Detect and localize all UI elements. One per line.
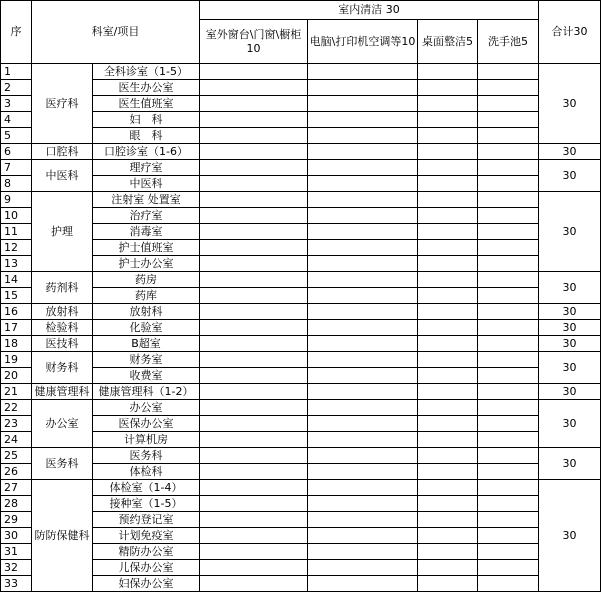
score-cell[interactable]	[308, 336, 418, 352]
score-cell[interactable]	[200, 160, 308, 176]
score-cell[interactable]	[418, 336, 478, 352]
total-cell: 30	[539, 272, 601, 304]
table-row	[1, 352, 601, 368]
row-number: 21	[1, 384, 32, 400]
sub-item: 精防办公室	[93, 544, 200, 560]
row-number: 14	[1, 272, 32, 288]
score-cell[interactable]	[200, 208, 308, 224]
score-cell[interactable]	[308, 448, 418, 464]
sub-item: B超室	[93, 336, 200, 352]
table-row	[1, 144, 601, 160]
score-cell[interactable]	[308, 496, 418, 512]
sub-item: 儿保办公室	[93, 560, 200, 576]
score-cell[interactable]	[308, 96, 418, 112]
score-cell[interactable]	[418, 176, 478, 192]
dept-cell: 护理	[32, 192, 93, 272]
score-cell[interactable]	[308, 400, 418, 416]
row-number: 1	[1, 64, 32, 80]
table-row	[1, 304, 601, 320]
score-cell[interactable]	[308, 352, 418, 368]
score-cell[interactable]	[478, 320, 539, 336]
dept-cell: 中医科	[32, 160, 93, 192]
table-row	[1, 480, 601, 496]
score-cell[interactable]	[478, 128, 539, 144]
row-number: 22	[1, 400, 32, 416]
sub-item: 药库	[93, 288, 200, 304]
row-number: 30	[1, 528, 32, 544]
score-cell[interactable]	[308, 144, 418, 160]
score-cell[interactable]	[308, 128, 418, 144]
score-cell[interactable]	[200, 528, 308, 544]
sub-item: 理疗室	[93, 160, 200, 176]
row-number: 19	[1, 352, 32, 368]
score-cell[interactable]	[418, 80, 478, 96]
total-cell: 30	[539, 320, 601, 336]
total-cell: 30	[539, 160, 601, 192]
score-cell[interactable]	[200, 112, 308, 128]
score-cell[interactable]	[200, 256, 308, 272]
score-cell[interactable]	[418, 304, 478, 320]
score-cell[interactable]	[418, 272, 478, 288]
header-col-computers: 电脑\打印机空调等10	[308, 20, 418, 64]
sub-item: 财务室	[93, 352, 200, 368]
score-cell[interactable]	[478, 384, 539, 400]
sub-item: 放射科	[93, 304, 200, 320]
score-cell[interactable]	[478, 144, 539, 160]
score-cell[interactable]	[478, 576, 539, 592]
score-cell[interactable]	[200, 352, 308, 368]
row-number: 24	[1, 432, 32, 448]
table-row	[1, 192, 601, 208]
score-cell[interactable]	[308, 368, 418, 384]
header-dept-item: 科室/项目	[32, 1, 200, 64]
score-cell[interactable]	[478, 176, 539, 192]
score-cell[interactable]	[478, 160, 539, 176]
row-number: 10	[1, 208, 32, 224]
sub-item: 中医科	[93, 176, 200, 192]
sub-item: 计划免疫室	[93, 528, 200, 544]
sub-item: 消毒室	[93, 224, 200, 240]
score-cell[interactable]	[308, 80, 418, 96]
total-cell: 30	[539, 144, 601, 160]
score-cell[interactable]	[418, 368, 478, 384]
score-cell[interactable]	[418, 64, 478, 80]
total-cell: 30	[539, 64, 601, 144]
score-cell[interactable]	[200, 192, 308, 208]
dept-cell: 健康管理科	[32, 384, 93, 400]
score-cell[interactable]	[308, 576, 418, 592]
score-cell[interactable]	[418, 544, 478, 560]
score-cell[interactable]	[418, 400, 478, 416]
row-number: 17	[1, 320, 32, 336]
score-cell[interactable]	[308, 112, 418, 128]
score-cell[interactable]	[478, 496, 539, 512]
sub-item: 健康管理科（1-2）	[93, 384, 200, 400]
score-cell[interactable]	[308, 544, 418, 560]
header-col-desk: 桌面整洁5	[418, 20, 478, 64]
dept-cell: 检验科	[32, 320, 93, 336]
header-indoor-cleaning: 室内清洁 30	[200, 1, 539, 20]
score-cell[interactable]	[478, 336, 539, 352]
dept-cell: 医疗科	[32, 64, 93, 144]
row-number: 20	[1, 368, 32, 384]
score-cell[interactable]	[478, 240, 539, 256]
score-cell[interactable]	[478, 448, 539, 464]
sub-item: 体检室（1-4）	[93, 480, 200, 496]
score-cell[interactable]	[308, 160, 418, 176]
total-cell: 30	[539, 352, 601, 384]
sub-item: 妇 科	[93, 112, 200, 128]
score-cell[interactable]	[200, 128, 308, 144]
dept-cell: 医技科	[32, 336, 93, 352]
score-cell[interactable]	[200, 432, 308, 448]
score-cell[interactable]	[308, 304, 418, 320]
score-cell[interactable]	[200, 400, 308, 416]
total-cell: 30	[539, 304, 601, 320]
sub-item: 全科诊室（1-5）	[93, 64, 200, 80]
row-number: 25	[1, 448, 32, 464]
score-cell[interactable]	[200, 64, 308, 80]
score-cell[interactable]	[200, 496, 308, 512]
score-cell[interactable]	[200, 144, 308, 160]
score-cell[interactable]	[200, 560, 308, 576]
row-number: 9	[1, 192, 32, 208]
score-cell[interactable]	[308, 64, 418, 80]
score-cell[interactable]	[308, 512, 418, 528]
score-cell[interactable]	[418, 384, 478, 400]
score-cell[interactable]	[418, 240, 478, 256]
score-cell[interactable]	[200, 320, 308, 336]
score-cell[interactable]	[478, 304, 539, 320]
score-cell[interactable]	[308, 224, 418, 240]
score-cell[interactable]	[418, 512, 478, 528]
score-cell[interactable]	[308, 384, 418, 400]
score-cell[interactable]	[200, 272, 308, 288]
score-cell[interactable]	[418, 496, 478, 512]
score-cell[interactable]	[308, 320, 418, 336]
dept-cell: 放射科	[32, 304, 93, 320]
score-cell[interactable]	[200, 448, 308, 464]
total-cell: 30	[539, 384, 601, 400]
score-cell[interactable]	[478, 400, 539, 416]
score-cell[interactable]	[308, 208, 418, 224]
dept-cell: 药剂科	[32, 272, 93, 304]
header-seq: 序	[1, 1, 32, 64]
score-cell[interactable]	[200, 576, 308, 592]
score-cell[interactable]	[478, 368, 539, 384]
row-number: 6	[1, 144, 32, 160]
score-cell[interactable]	[200, 304, 308, 320]
score-cell[interactable]	[478, 464, 539, 480]
score-cell[interactable]	[418, 96, 478, 112]
score-cell[interactable]	[418, 256, 478, 272]
score-cell[interactable]	[200, 80, 308, 96]
score-cell[interactable]	[308, 176, 418, 192]
sub-item: 眼 科	[93, 128, 200, 144]
sub-item: 医保办公室	[93, 416, 200, 432]
table-row	[1, 448, 601, 464]
sub-item: 注射室 处置室	[93, 192, 200, 208]
score-cell[interactable]	[200, 416, 308, 432]
table-row	[1, 160, 601, 176]
score-cell[interactable]	[200, 384, 308, 400]
score-cell[interactable]	[478, 64, 539, 80]
sub-item: 预约登记室	[93, 512, 200, 528]
row-number: 16	[1, 304, 32, 320]
sub-item: 收费室	[93, 368, 200, 384]
score-cell[interactable]	[418, 160, 478, 176]
score-cell[interactable]	[200, 512, 308, 528]
score-cell[interactable]	[478, 224, 539, 240]
row-number: 27	[1, 480, 32, 496]
row-number: 7	[1, 160, 32, 176]
sub-item: 护士值班室	[93, 240, 200, 256]
row-number: 15	[1, 288, 32, 304]
row-number: 23	[1, 416, 32, 432]
sub-item: 医生办公室	[93, 80, 200, 96]
sub-item: 药房	[93, 272, 200, 288]
score-cell[interactable]	[418, 192, 478, 208]
row-number: 4	[1, 112, 32, 128]
total-cell: 30	[539, 336, 601, 352]
row-number: 28	[1, 496, 32, 512]
score-cell[interactable]	[478, 96, 539, 112]
sub-item: 医务科	[93, 448, 200, 464]
dept-cell: 办公室	[32, 400, 93, 448]
score-cell[interactable]	[200, 480, 308, 496]
sub-item: 治疗室	[93, 208, 200, 224]
table-row	[1, 400, 601, 416]
sub-item: 妇保办公室	[93, 576, 200, 592]
score-cell[interactable]	[418, 128, 478, 144]
table-row	[1, 384, 601, 400]
score-cell[interactable]	[308, 432, 418, 448]
score-cell[interactable]	[308, 480, 418, 496]
score-cell[interactable]	[200, 544, 308, 560]
header-total: 合计30	[539, 1, 601, 64]
sub-item: 护士办公室	[93, 256, 200, 272]
score-cell[interactable]	[308, 288, 418, 304]
score-cell[interactable]	[418, 208, 478, 224]
score-cell[interactable]	[478, 192, 539, 208]
total-cell: 30	[539, 400, 601, 448]
score-cell[interactable]	[418, 464, 478, 480]
score-cell[interactable]	[308, 560, 418, 576]
score-cell[interactable]	[200, 288, 308, 304]
score-cell[interactable]	[478, 112, 539, 128]
score-cell[interactable]	[418, 112, 478, 128]
row-number: 5	[1, 128, 32, 144]
score-cell[interactable]	[308, 464, 418, 480]
score-cell[interactable]	[200, 336, 308, 352]
score-cell[interactable]	[478, 544, 539, 560]
score-cell[interactable]	[200, 224, 308, 240]
score-cell[interactable]	[478, 272, 539, 288]
score-cell[interactable]	[418, 480, 478, 496]
table-row	[1, 272, 601, 288]
row-number: 29	[1, 512, 32, 528]
score-cell[interactable]	[418, 528, 478, 544]
sub-item: 口腔诊室（1-6）	[93, 144, 200, 160]
dept-cell: 口腔科	[32, 144, 93, 160]
score-cell[interactable]	[418, 288, 478, 304]
score-cell[interactable]	[418, 320, 478, 336]
score-cell[interactable]	[478, 416, 539, 432]
score-cell[interactable]	[418, 352, 478, 368]
score-cell[interactable]	[418, 144, 478, 160]
score-cell[interactable]	[478, 432, 539, 448]
sub-item: 医生值班室	[93, 96, 200, 112]
header-col-windows: 室外窗台\门窗\橱柜10	[200, 20, 308, 64]
score-cell[interactable]	[418, 224, 478, 240]
row-number: 32	[1, 560, 32, 576]
score-cell[interactable]	[200, 96, 308, 112]
score-cell[interactable]	[308, 256, 418, 272]
score-cell[interactable]	[478, 560, 539, 576]
sub-item: 计算机房	[93, 432, 200, 448]
score-cell[interactable]	[478, 480, 539, 496]
score-cell[interactable]	[200, 240, 308, 256]
table-row	[1, 320, 601, 336]
score-cell[interactable]	[478, 80, 539, 96]
sub-item: 接种室（1-5）	[93, 496, 200, 512]
row-number: 31	[1, 544, 32, 560]
table-row	[1, 336, 601, 352]
score-cell[interactable]	[418, 560, 478, 576]
row-number: 33	[1, 576, 32, 592]
score-cell[interactable]	[308, 528, 418, 544]
score-cell[interactable]	[478, 352, 539, 368]
row-number: 26	[1, 464, 32, 480]
score-cell[interactable]	[478, 512, 539, 528]
sub-item: 化验室	[93, 320, 200, 336]
dept-cell: 医务科	[32, 448, 93, 480]
score-cell[interactable]	[200, 176, 308, 192]
score-cell[interactable]	[418, 432, 478, 448]
dept-cell: 防防保健科	[32, 480, 93, 592]
score-cell[interactable]	[308, 240, 418, 256]
score-cell[interactable]	[308, 272, 418, 288]
row-number: 18	[1, 336, 32, 352]
dept-cell: 财务科	[32, 352, 93, 384]
total-cell: 30	[539, 480, 601, 592]
header-col-sink: 洗手池5	[478, 20, 539, 64]
score-cell[interactable]	[478, 208, 539, 224]
score-cell[interactable]	[478, 288, 539, 304]
score-cell[interactable]	[200, 368, 308, 384]
score-cell[interactable]	[418, 576, 478, 592]
row-number: 2	[1, 80, 32, 96]
sub-item: 体检科	[93, 464, 200, 480]
row-number: 3	[1, 96, 32, 112]
row-number: 11	[1, 224, 32, 240]
score-cell[interactable]	[200, 464, 308, 480]
sub-item: 办公室	[93, 400, 200, 416]
score-cell[interactable]	[478, 528, 539, 544]
row-number: 13	[1, 256, 32, 272]
row-number: 8	[1, 176, 32, 192]
total-cell: 30	[539, 192, 601, 272]
score-cell[interactable]	[418, 448, 478, 464]
row-number: 12	[1, 240, 32, 256]
score-cell[interactable]	[418, 416, 478, 432]
score-cell[interactable]	[308, 192, 418, 208]
table-row	[1, 64, 601, 80]
total-cell: 30	[539, 448, 601, 480]
score-cell[interactable]	[478, 256, 539, 272]
score-cell[interactable]	[308, 416, 418, 432]
